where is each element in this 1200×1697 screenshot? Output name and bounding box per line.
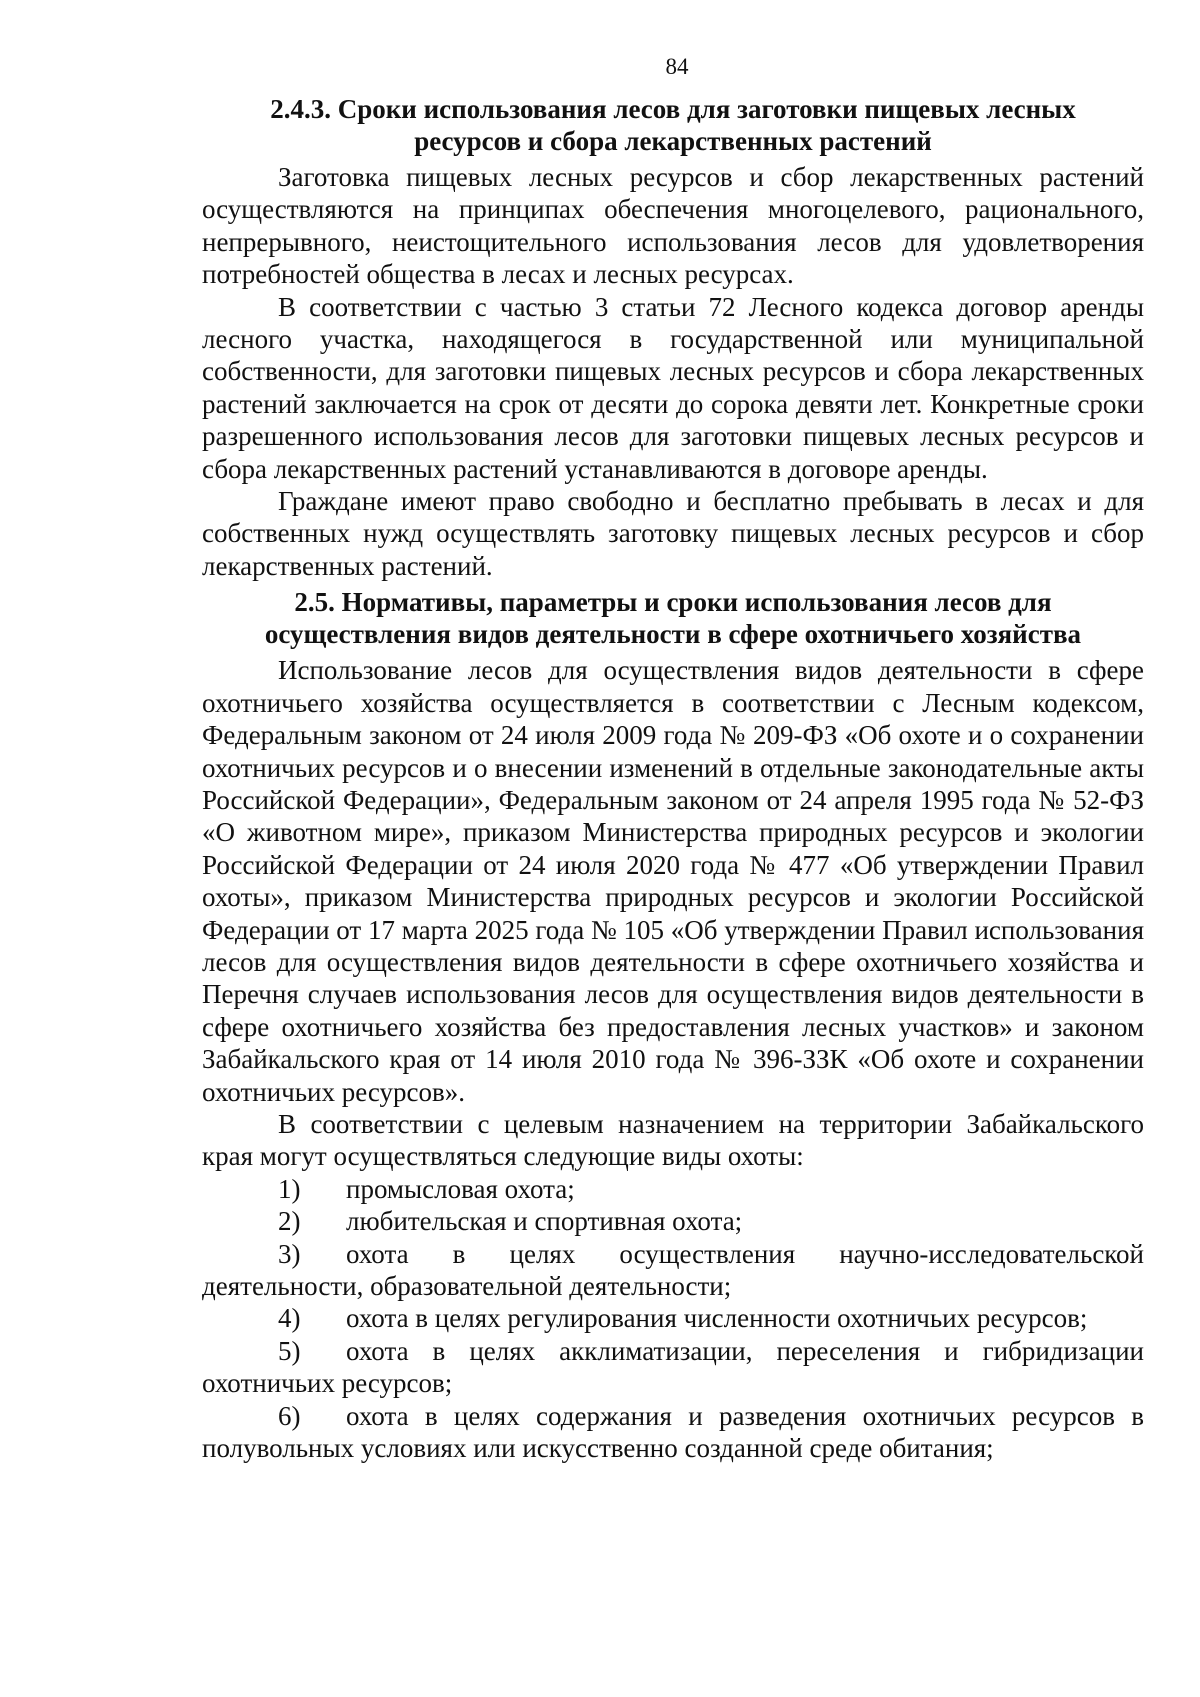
- paragraph: Граждане имеют право свободно и бесплатно пребывать в лесах и для собственных нужд осуществлять заготовку пищевых лесных ресурсов и сбор лекарственных растений.: [202, 486, 1144, 581]
- page-number: 84: [665, 54, 689, 79]
- section-heading-2-4-3: [202, 93, 1144, 157]
- list-item: [202, 1400, 1144, 1465]
- heading-line: осуществления видов деятельности в сфере охотничьего хозяйства: [264, 619, 1082, 650]
- list-item-number: 5): [278, 1335, 301, 1366]
- list-item-text: охота в целях акклиматизации, переселения и гибридизации охотничьих ресурсов;: [202, 1335, 1144, 1399]
- list-item-text: охота в целях регулирования численности охотничьих ресурсов;: [346, 1303, 1088, 1334]
- list-item-number: 3): [278, 1238, 301, 1269]
- list-item-text: охота в целях осуществления научно-исследовательской деятельности, образовательной деятельности;: [202, 1238, 1144, 1301]
- list-item-number: 4): [278, 1303, 301, 1334]
- paragraph: В соответствии с целевым назначением на территории Забайкальского края могут осуществляться следующие виды охоты:: [202, 1108, 1144, 1172]
- list-item: [202, 1205, 1144, 1237]
- list-item-number: 6): [278, 1400, 301, 1431]
- list-item: [202, 1335, 1144, 1400]
- list-item-text: промысловая охота;: [346, 1173, 575, 1204]
- list-item: [202, 1302, 1144, 1334]
- list-item-text: любительская и спортивная охота;: [346, 1206, 743, 1237]
- heading-line: ресурсов и сбора лекарственных растений: [414, 126, 932, 156]
- list-item-number: 1): [278, 1173, 301, 1204]
- paragraph: Использование лесов для осуществления видов деятельности в сфере охотничьего хозяйства осуществляется в соответствии с Лесным кодексом, Федеральным законом от 24 июля 2009 года № 209-ФЗ «Об охоте и о сохранении охотничьих ресурсов и о внесении изменений в отдельные законодательные акты Российской Федерации», Федеральным законом от 24 апреля 1995 года № 52-ФЗ «О животном мире», приказом Министерства природных ресурсов и экологии Российской Федерации от 24 июля 2020 года № 477 «Об утверждении Правил охоты», приказом Министерства природных ресурсов и экологии Российской Федерации от 17 марта 2025 года № 105 «Об утверждении Правил использования лесов для осуществления видов деятельности в сфере охотничьего хозяйства и Перечня случаев использования лесов для осуществления видов деятельности в сфере охотничьего хозяйства без предоставления лесных участков» и законом Забайкальского края от 14 июля 2010 года № 396-ЗЗК «Об охоте и сохранении охотничьих ресурсов».: [202, 655, 1144, 1107]
- heading-line: 2.5. Нормативы, параметры и сроки использования лесов для: [294, 587, 1052, 618]
- paragraph: Заготовка пищевых лесных ресурсов и сбор лекарственных растений осуществляются на принципах обеспечения многоцелевого, рационального, непрерывного, неистощительного использования лесов для удовлетворения потребностей общества в лесах и лесных ресурсах.: [202, 162, 1144, 290]
- section-heading-2-5: [202, 586, 1144, 650]
- list-item: [202, 1238, 1144, 1303]
- list-item-text: охота в целях содержания и разведения охотничьих ресурсов в полувольных условиях или искусственно созданной среде обитания;: [202, 1400, 1144, 1464]
- paragraph: В соответствии с частью 3 статьи 72 Лесного кодекса договор аренды лесного участка, находящегося в государственной или муниципальной собственности, для заготовки пищевых лесных ресурсов и сбора лекарственных растений заключается на срок от десяти до сорока девяти лет. Конкретные сроки разрешенного использования лесов для заготовки пищевых лесных ресурсов и сбора лекарственных растений устанавливаются в договоре аренды.: [202, 291, 1144, 484]
- list-item-number: 2): [278, 1206, 301, 1237]
- list-item: [202, 1173, 1144, 1205]
- heading-line: 2.4.3. Сроки использования лесов для заготовки пищевых лесных: [270, 94, 1076, 124]
